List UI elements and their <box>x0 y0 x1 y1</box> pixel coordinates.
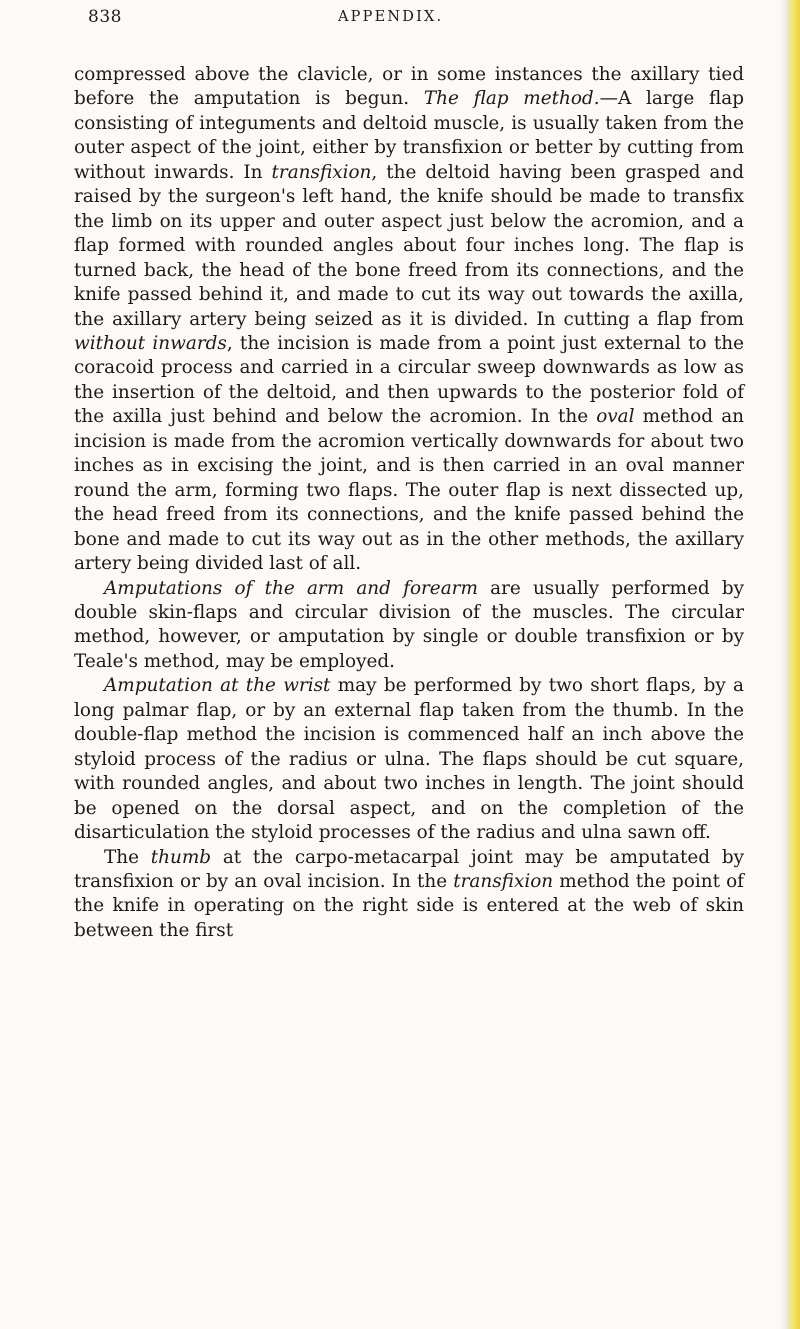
text-span: method an incision is made from the acromion vertically downwards for about two inches as in excising the joint, and is then carried in an oval manner round the arm, forming two flaps. The outer flap is next dissected up, the head freed from its connections, and the knife passed behind the bone and made to cut its way out as in the other methods, the axillary artery being divided last of all. <box>74 406 744 575</box>
italic-term-arm-forearm: Amputations of the arm and forearm <box>104 577 478 599</box>
text-span: The <box>104 846 151 868</box>
text-span: , the deltoid having been grasped and raised by the surgeon's left hand, the knife should be made to transfix the limb on its upper and outer aspect just below the acromion, and a flap formed with rounded angles about four inches long. The flap is turned back, the head of the bone freed from its connections, and the knife passed behind it, and made to cut its way out towards the axilla, the axillary artery being seized as it is divided. In cutting a flap from <box>74 161 744 330</box>
italic-term-thumb: thumb <box>150 846 212 868</box>
italic-term-wrist: Amputation at the wrist <box>104 675 331 697</box>
page-gutter-shadow <box>780 0 788 1329</box>
paragraph-shoulder-methods <box>74 63 744 577</box>
page-number: 838 <box>88 7 122 27</box>
text-span: , the incision is made from a point just external to the coracoid process and carried in a circular sweep downwards as low as the insertion of the deltoid, and then upwards to the posterior fold of the axilla just behind and below the acromion. In the <box>74 332 744 428</box>
text-span: at the carpo-metacarpal joint may be amputated by transfixion or by an oval incision. In the <box>74 846 744 892</box>
italic-term-flap-method: The flap method. <box>423 88 600 110</box>
running-head: APPENDIX. <box>338 9 444 25</box>
italic-term-without-inwards: without inwards <box>74 332 227 354</box>
text-span: may be performed by two short flaps, by a long palmar flap, or by an external flap taken from the thumb. In the double-flap method the incision is commenced half an inch above the styloid process of the radius or ulna. The flaps should be cut square, with rounded angles, and about two inches in length. The joint should be opened on the dorsal aspect, and on the completion of the disarticulation the styloid processes of the radius and ulna sawn off. <box>74 675 744 844</box>
text-span: compressed above the clavicle, or in some instances the axillary tied before the amputation is begun. <box>74 64 744 110</box>
book-spine-edge <box>788 0 800 1329</box>
paragraph-thumb <box>74 846 744 944</box>
page-header <box>88 7 748 33</box>
italic-term-transfixion: transfixion <box>453 870 554 892</box>
italic-term-transfixion: transfixion <box>271 161 372 183</box>
paragraph-arm-forearm <box>74 577 744 675</box>
italic-term-oval: oval <box>596 406 635 428</box>
body-text <box>74 63 744 943</box>
text-span: are usually performed by double skin-flaps and circular division of the muscles. The circular method, however, or amputation by single or double transfixion or by Teale's method, may be employed. <box>74 577 744 672</box>
text-span: method the point of the knife in operating on the right side is entered at the web of skin between the first <box>74 870 744 941</box>
paragraph-wrist <box>74 674 744 845</box>
text-span: —A large flap consisting of integuments and deltoid muscle, is usually taken from the outer aspect of the joint, either by transfixion or better by cutting from without inwards. In <box>74 88 744 183</box>
